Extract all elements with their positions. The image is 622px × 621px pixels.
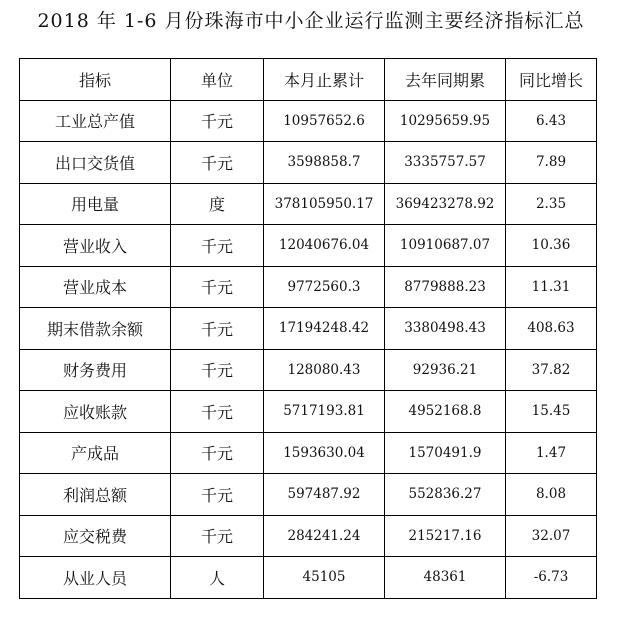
cell-growth: 32.07 — [506, 515, 597, 557]
cell-indicator: 工业总产值 — [20, 100, 171, 142]
cell-unit: 千元 — [171, 308, 264, 350]
cell-ytd: 10957652.6 — [264, 100, 385, 142]
cell-last-year: 3380498.43 — [385, 308, 506, 350]
table-row — [20, 142, 597, 184]
cell-ytd: 597487.92 — [264, 474, 385, 516]
cell-unit: 千元 — [171, 225, 264, 267]
header-ytd: 本月止累计 — [264, 59, 385, 101]
cell-last-year: 92936.21 — [385, 349, 506, 391]
cell-ytd: 128080.43 — [264, 349, 385, 391]
cell-last-year: 1570491.9 — [385, 432, 506, 474]
cell-ytd: 378105950.17 — [264, 183, 385, 225]
cell-last-year: 8779888.23 — [385, 266, 506, 308]
cell-growth: 7.89 — [506, 142, 597, 184]
cell-indicator: 期末借款余额 — [20, 308, 171, 350]
cell-growth: 10.36 — [506, 225, 597, 267]
cell-unit: 度 — [171, 183, 264, 225]
cell-unit: 千元 — [171, 100, 264, 142]
cell-growth: 2.35 — [506, 183, 597, 225]
cell-unit: 千元 — [171, 142, 264, 184]
cell-last-year: 369423278.92 — [385, 183, 506, 225]
header-last-year: 去年同期累 — [385, 59, 506, 101]
table-row — [20, 515, 597, 557]
cell-ytd: 12040676.04 — [264, 225, 385, 267]
cell-growth: 11.31 — [506, 266, 597, 308]
table-row — [20, 349, 597, 391]
table-body — [20, 100, 597, 598]
cell-growth: 37.82 — [506, 349, 597, 391]
cell-last-year: 4952168.8 — [385, 391, 506, 433]
cell-indicator: 出口交货值 — [20, 142, 171, 184]
cell-ytd: 9772560.3 — [264, 266, 385, 308]
cell-indicator: 财务费用 — [20, 349, 171, 391]
cell-indicator: 产成品 — [20, 432, 171, 474]
cell-ytd: 5717193.81 — [264, 391, 385, 433]
cell-last-year: 10910687.07 — [385, 225, 506, 267]
cell-last-year: 215217.16 — [385, 515, 506, 557]
cell-indicator: 从业人员 — [20, 557, 171, 599]
cell-ytd: 45105 — [264, 557, 385, 599]
cell-ytd: 3598858.7 — [264, 142, 385, 184]
cell-indicator: 营业成本 — [20, 266, 171, 308]
cell-last-year: 48361 — [385, 557, 506, 599]
cell-growth: 1.47 — [506, 432, 597, 474]
cell-unit: 千元 — [171, 515, 264, 557]
table-row — [20, 432, 597, 474]
header-unit: 单位 — [171, 59, 264, 101]
cell-ytd: 284241.24 — [264, 515, 385, 557]
table-row — [20, 308, 597, 350]
cell-ytd: 17194248.42 — [264, 308, 385, 350]
table-row — [20, 391, 597, 433]
table-row — [20, 266, 597, 308]
table-row — [20, 557, 597, 599]
cell-indicator: 用电量 — [20, 183, 171, 225]
table-header-row — [20, 59, 597, 101]
header-indicator: 指标 — [20, 59, 171, 101]
header-growth: 同比增长 — [506, 59, 597, 101]
cell-ytd: 1593630.04 — [264, 432, 385, 474]
cell-unit: 千元 — [171, 432, 264, 474]
cell-last-year: 10295659.95 — [385, 100, 506, 142]
cell-indicator: 应收账款 — [20, 391, 171, 433]
cell-growth: 15.45 — [506, 391, 597, 433]
table-row — [20, 225, 597, 267]
cell-growth: 6.43 — [506, 100, 597, 142]
cell-unit: 千元 — [171, 391, 264, 433]
table-row — [20, 100, 597, 142]
cell-indicator: 利润总额 — [20, 474, 171, 516]
cell-growth: 8.08 — [506, 474, 597, 516]
table-row — [20, 474, 597, 516]
cell-unit: 千元 — [171, 474, 264, 516]
indicator-table — [19, 58, 597, 599]
table-row — [20, 183, 597, 225]
cell-growth: -6.73 — [506, 557, 597, 599]
document-title: 2018 年 1-6 月份珠海市中小企业运行监测主要经济指标汇总 — [37, 10, 585, 32]
cell-last-year: 3335757.57 — [385, 142, 506, 184]
cell-unit: 千元 — [171, 349, 264, 391]
cell-unit: 人 — [171, 557, 264, 599]
cell-indicator: 应交税费 — [20, 515, 171, 557]
cell-growth: 408.63 — [506, 308, 597, 350]
cell-last-year: 552836.27 — [385, 474, 506, 516]
cell-indicator: 营业收入 — [20, 225, 171, 267]
cell-unit: 千元 — [171, 266, 264, 308]
